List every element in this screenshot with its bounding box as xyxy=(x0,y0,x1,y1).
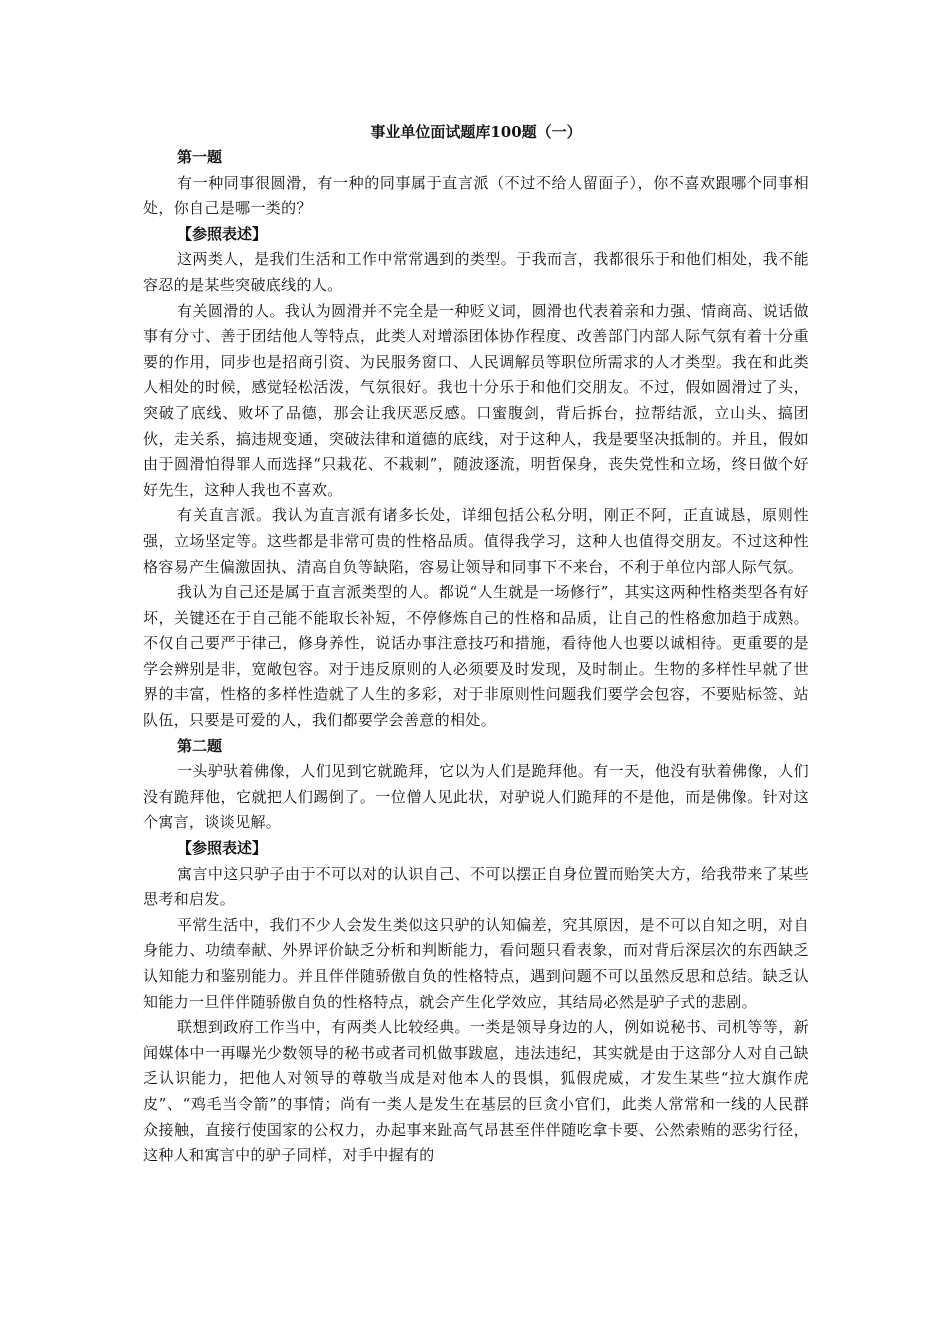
reference-answer-heading: 【参照表述】 xyxy=(177,839,268,858)
question-1-text: 有一种同事很圆滑，有一种的同事属于直言派（不过不给人留面子），你不喜欢跟哪个同事相处，你自己是哪一类的？ xyxy=(143,173,809,218)
question-1-heading: 第一题 xyxy=(177,148,223,166)
answer-paragraph: 这两类人，是我们生活和工作中常常遇到的类型。于我而言，我都很乐于和他们相处，我不能容忍的是某些突破底线的人。 xyxy=(143,250,809,294)
answer-paragraph: 有关圆滑的人。我认为圆滑并不完全是一种贬义词，圆滑也代表着亲和力强、情商高、说话做事有分寸、善于团结他人等特点，此类人对增添团体协作程度、改善部门内部人际气氛有着十分重要的作用，同步也是招商引资、为民服务窗口、人民调解员等职位所需求的人才类型。我在和此类人相处的时候，感觉轻松活泼，气氛很好。我也十分乐于和他们交朋友。不过，假如圆滑过了头，突破了底线、败坏了品德，那会让我厌恶反感。口蜜腹剑，背后拆台，拉帮结派，立山头、搞团伙，走关系，搞违规变通，突破法律和道德的底线，对于这种人，我是要坚决抵制的。并且，假如由于圆滑怕得罪人而选择“只栽花、不栽刺”，随波逐流，明哲保身，丧失党性和立场，终日做个好好先生，这种人我也不喜欢。 xyxy=(143,301,809,499)
document-title: 事业单位面试题库100题（一） xyxy=(370,123,582,141)
answer-paragraph: 平常生活中，我们不少人会发生类似这只驴的认知偏差，究其原因，是不可以自知之明，对自身能力、功绩奉献、外界评价缺乏分析和判断能力，看问题只看表象，而对背后深层次的东西缺乏认知能力和鉴别能力。并且伴伴随骄傲自负的性格特点，遇到问题不可以虽然反思和总结。缺乏认知能力一旦伴伴随骄傲自负的性格特点，就会产生化学效应，其结局必然是驴子式的悲剧。 xyxy=(143,915,809,1011)
document-page xyxy=(143,120,809,1169)
document-body xyxy=(143,145,809,1169)
answer-paragraph: 我认为自己还是属于直言派类型的人。都说“人生就是一场修行”，其实这两种性格类型各有好坏，关键还在于自己能不能取长补短，不停修炼自己的性格和品质，让自己的性格愈加趋于成熟。不仅自己要严于律己，修身养性，说话办事注意技巧和措施，看待他人也要以诚相待。更重要的是学会辨别是非，宽敞包容。对于违反原则的人必须要及时发现，及时制止。生物的多样性早就了世界的丰富，性格的多样性造就了人生的多彩，对于非原则性问题我们要学会包容，不要贴标签、站队伍，只要是可爱的人，我们都要学会善意的相处。 xyxy=(143,583,809,730)
question-2-text: 一头驴驮着佛像，人们见到它就跪拜，它以为人们是跪拜他。有一天，他没有驮着佛像，人们没有跪拜他，它就把人们踢倒了。一位僧人见此状，对驴说人们跪拜的不是他，而是佛像。针对这个寓言，谈谈见解。 xyxy=(143,762,809,832)
answer-paragraph: 有关直言派。我认为直言派有诸多长处，详细包括公私分明，刚正不阿，正直诚恳，原则性强，立场坚定等。这些都是非常可贵的性格品质。值得我学习，这种人也值得交朋友。不过这种性格容易产生偏激固执、清高自负等缺陷，容易让领导和同事下不来台，不利于单位内部人际气氛。 xyxy=(143,506,809,576)
answer-paragraph: 寓言中这只驴子由于不可以对的认识自己、不可以摆正自身位置而贻笑大方，给我带来了某些思考和启发。 xyxy=(143,864,809,909)
question-2-heading: 第二题 xyxy=(177,736,223,755)
reference-answer-heading: 【参照表述】 xyxy=(177,224,268,243)
answer-paragraph: 联想到政府工作当中，有两类人比较经典。一类是领导身边的人，例如说秘书、司机等等，新闻媒体中一再曝光少数领导的秘书或者司机做事跋扈，违法违纪，其实就是由于这部分人对自己缺乏认识能力，把他人对领导的尊敬当成是对他本人的畏惧，狐假虎威，才发生某些“拉大旗作虎皮”、“鸡毛当令箭”的事情；尚有一类人是发生在基层的巨贪小官们，此类人常常和一线的人民群众接触，直接行使国家的公权力，办起事来趾高气昂甚至伴伴随吃拿卡要、公然索贿的恶劣行径，这种人和寓言中的驴子同样，对手中握有的 xyxy=(143,1018,809,1165)
